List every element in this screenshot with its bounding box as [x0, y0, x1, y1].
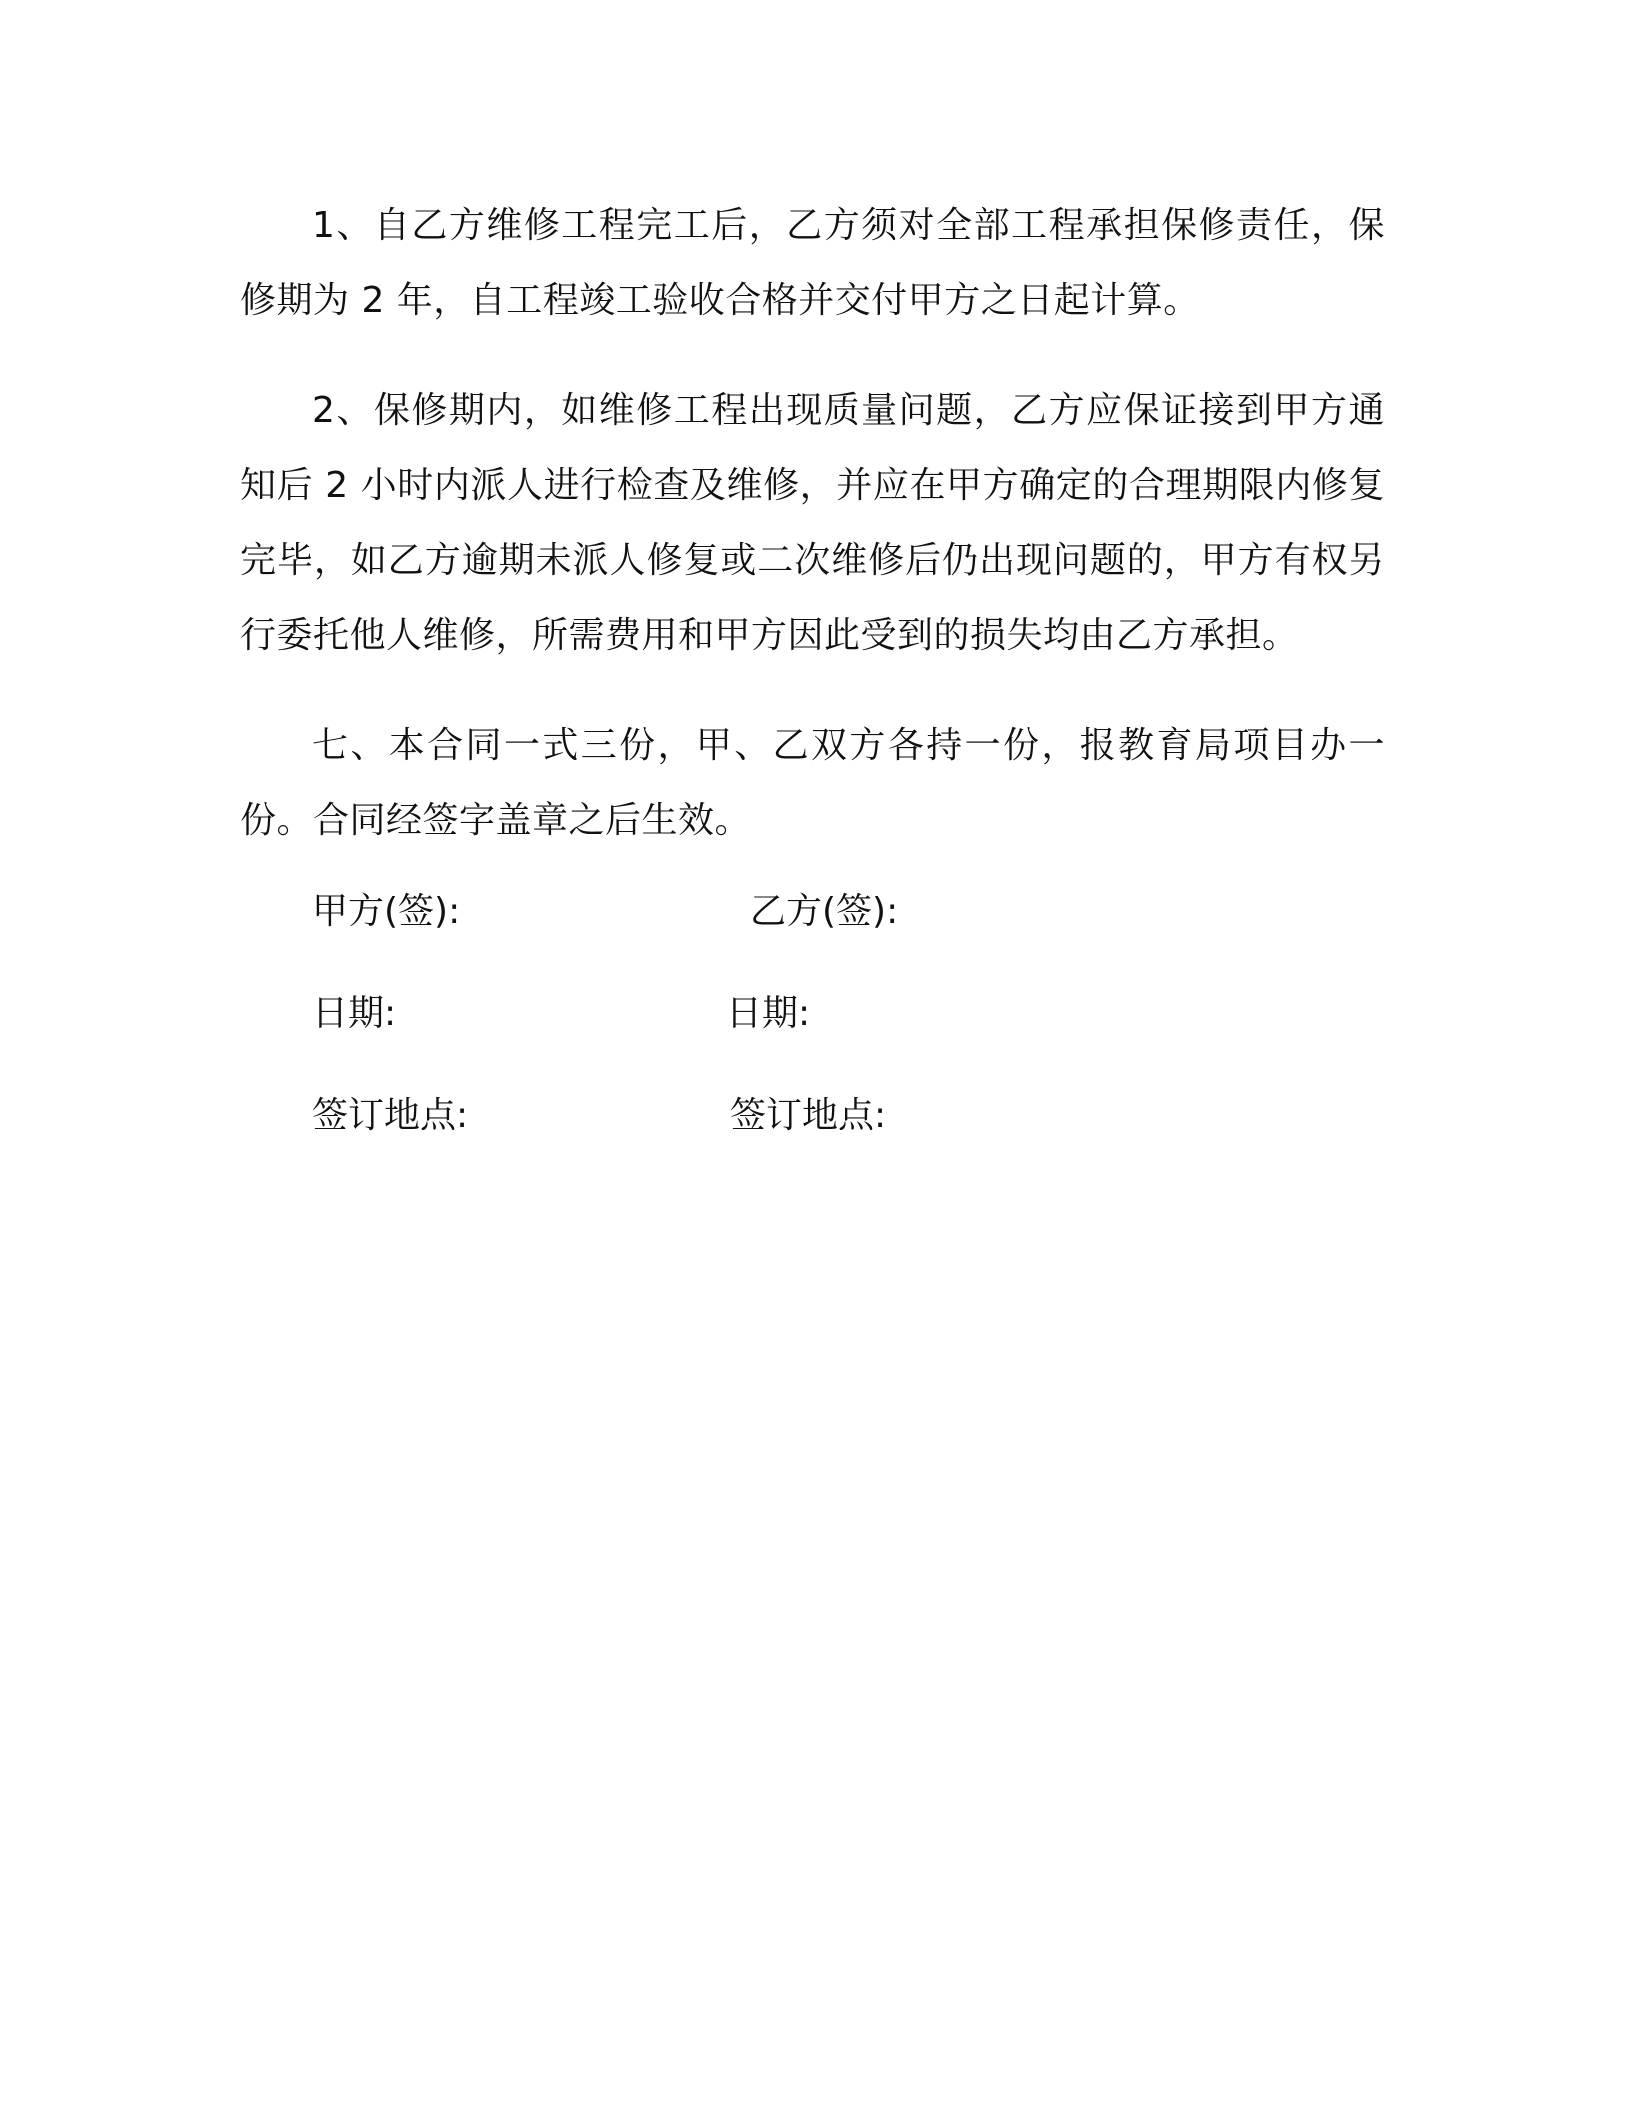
party-b-date-label: 日期:: [726, 993, 811, 1034]
clause-copies-effective: 七、本合同一式三份，甲、乙双方各持一份，报教育局项目办一份。合同经签字盖章之后生效。: [240, 725, 1385, 841]
party-b-signature-label: 乙方(签):: [750, 891, 899, 932]
party-a-place-label: 签订地点:: [312, 1095, 469, 1136]
clause-warranty-period: 1、自乙方维修工程完工后，乙方须对全部工程承担保修责任，保修期为 2 年，自工程竣工验收合格并交付甲方之日起计算。: [240, 205, 1385, 321]
contract-body: [240, 188, 1385, 893]
party-b-place-label: 签订地点:: [730, 1095, 887, 1136]
clause-warranty-repair: 2、保修期内，如维修工程出现质量问题，乙方应保证接到甲方通知后 2 小时内派人进行检查及维修，并应在甲方确定的合理期限内修复完毕，如乙方逾期未派人修复或二次维修后仍出现问题的，甲方有权另行委托他人维修，所需费用和甲方因此受到的损失均由乙方承担。: [240, 390, 1385, 656]
party-a-date-label: 日期:: [312, 993, 397, 1034]
party-a-signature-label: 甲方(签):: [312, 891, 461, 932]
